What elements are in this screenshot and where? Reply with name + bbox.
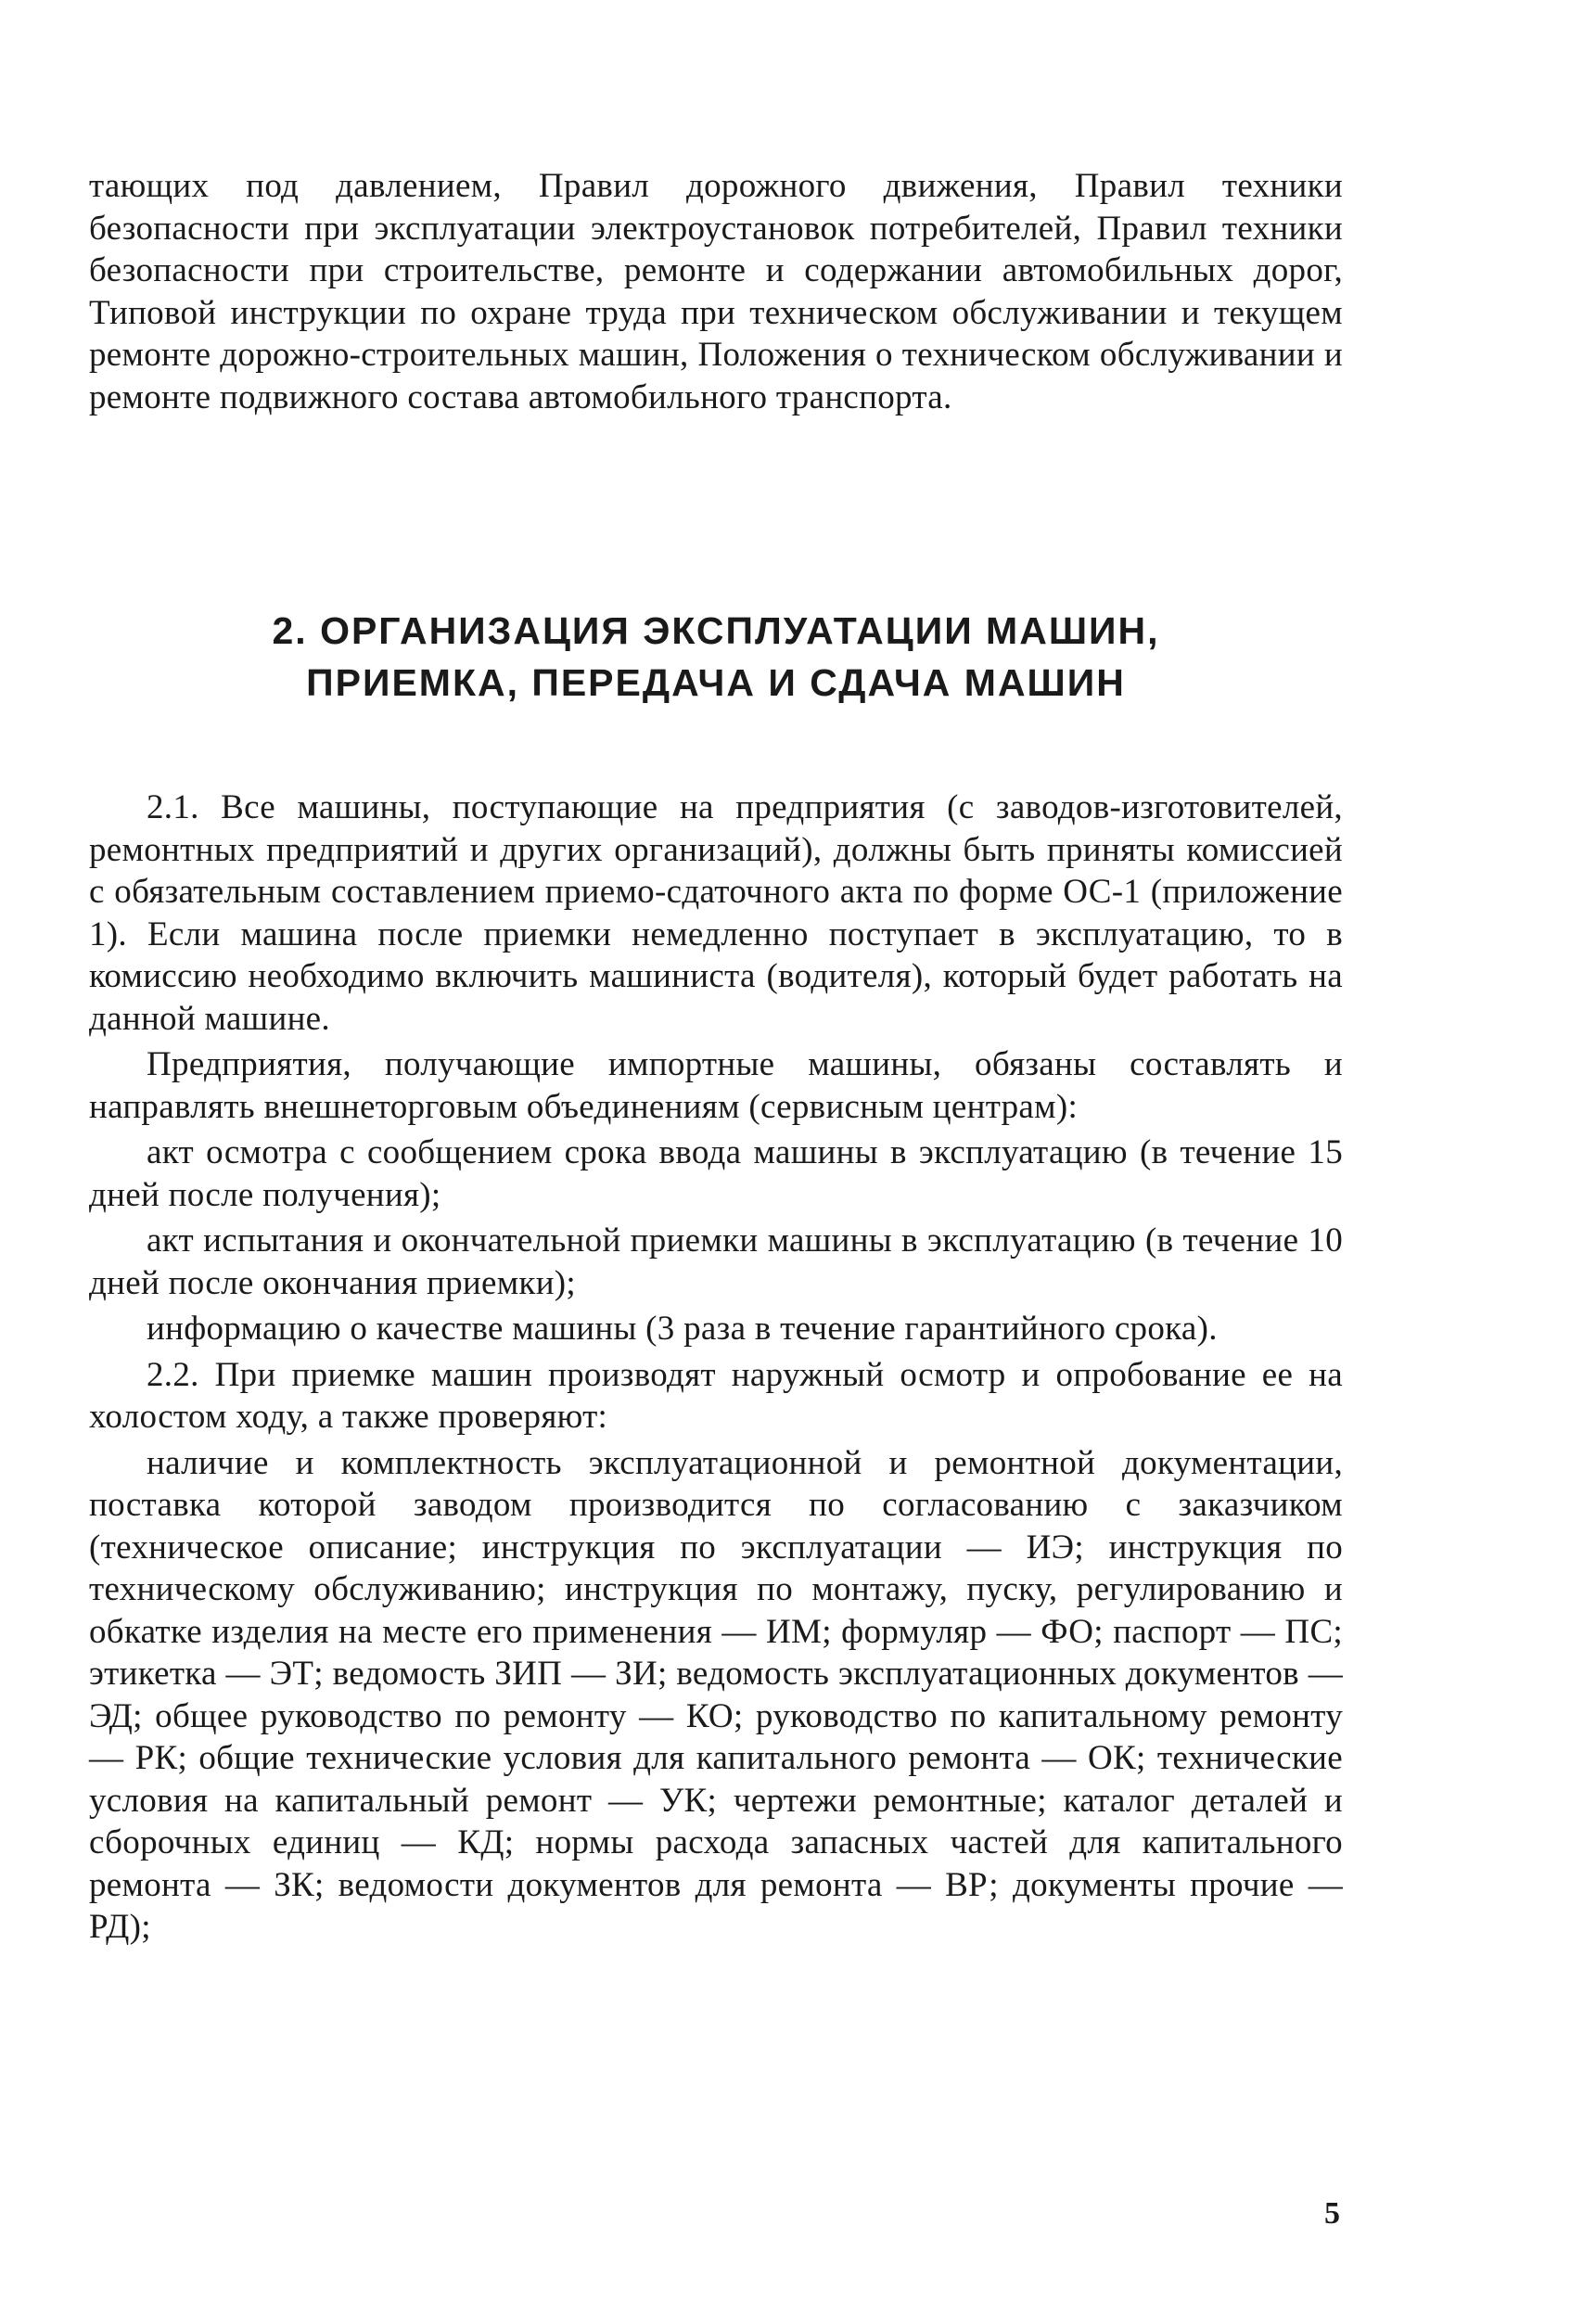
- section-body: [89, 787, 1343, 1949]
- paragraph-import-machines: Предприятия, получающие импортные машины, обязаны составлять и направлять внешнеторговым объединениям (сервисным центрам):: [89, 1045, 1343, 1126]
- list-item-test-act: акт испытания и окончательной приемки машины в эксплуатацию (в течение 10 дней после окончания приемки);: [89, 1221, 1343, 1302]
- list-item-quality-info: информацию о качестве машины (3 раза в течение гарантийного срока).: [147, 1310, 1218, 1348]
- section-title-line-1: 2. ОРГАНИЗАЦИЯ ЭКСПЛУАТАЦИИ МАШИН,: [272, 609, 1160, 652]
- intro-paragraph: тающих под давлением, Правил дорожного движения, Правил техники безопасности при эксплуатации электроустановок потребителей, Правил техники безопасности при строительстве, ремонте и содержании автомобильных дорог, Типовой инструкции по охране труда при техническом обслуживании и текущем ремонте дорожно-строительных машин, Положения о техническом обслуживании и ремонте подвижного состава автомобильного транспорта.: [89, 167, 1343, 416]
- page-number: 5: [1324, 2196, 1340, 2231]
- paragraph-2-2: 2.2. При приемке машин производят наружный осмотр и опробование ее на холостом ходу, а также проверяют:: [89, 1355, 1343, 1436]
- section-title-line-2: ПРИЕМКА, ПЕРЕДАЧА И СДАЧА МАШИН: [306, 661, 1126, 704]
- paragraph-2-1: 2.1. Все машины, поступающие на предприятия (с заводов-изготовителей, ремонтных предприятий и других организаций), должны быть приняты комиссией с обязательным составлением приемо-сдаточного акта по форме ОС-1 (приложение 1). Если машина после приемки немедленно поступает в эксплуатацию, то в комиссию необходимо включить машиниста (водителя), который будет работать на данной машине.: [89, 788, 1343, 1038]
- list-item-documentation: наличие и комплектность эксплуатационной и ремонтной документации, поставка которой заводом производится по согласованию с заказчиком (техническое описание; инструкция по эксплуатации — ИЭ; инструкция по техническому обслуживанию; инструкция по монтажу, пуску, регулированию и обкатке изделия на месте его применения — ИМ; формуляр — ФО; паспорт — ПС; этикетка — ЭТ; ведомость ЗИП — ЗИ; ведомость эксплуатационных документов — ЭД; общее руководство по ремонту — КО; руководство по капитальному ремонту — РК; общие технические условия для капитального ремонта — ОК; технические условия на капитальный ремонт — УК; чертежи ремонтные; каталог деталей и сборочных единиц — КД; нормы расхода запасных частей для капитального ремонта — ЗК; ведомости документов для ремонта — ВР; документы прочие — РД);: [89, 1443, 1343, 1946]
- section-heading: [89, 605, 1343, 709]
- list-item-inspection-act: акт осмотра с сообщением срока ввода машины в эксплуатацию (в течение 15 дней после получения);: [89, 1133, 1343, 1214]
- intro-paragraph-block: [89, 165, 1343, 418]
